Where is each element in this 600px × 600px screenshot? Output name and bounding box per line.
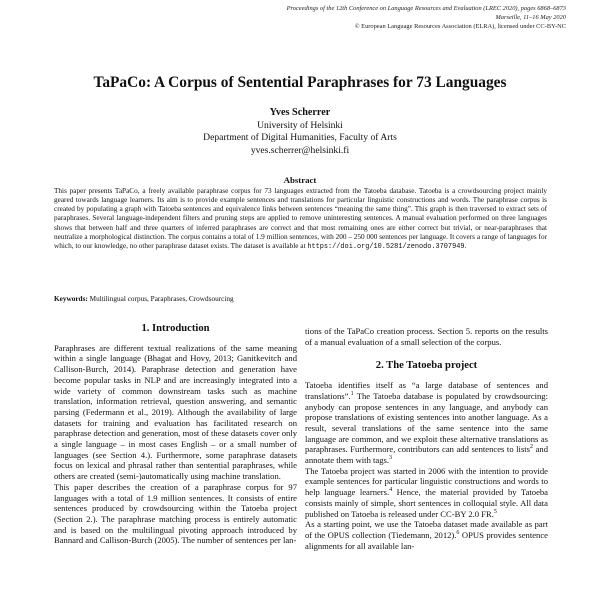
tatoeba-paragraph-1 xyxy=(305,380,548,466)
intro-paragraph-2: This paper describes the creation of a paraphrase corpus for 97 languages with a total of 1.9 million sentences. It consists of entire sentences produced by crowdsourcing within the Tatoeba project (Section 2.). The paraphrase matching process is entirely automatic and is based on the multilingual pivoting approach introduced by Bannard and Callison-Burch (2005). The number of sentences per lan- xyxy=(54,481,297,546)
footnote-mark-4[interactable]: 4 xyxy=(389,487,393,494)
keywords xyxy=(54,295,547,303)
tatoeba-paragraph-3 xyxy=(305,519,548,551)
author-block xyxy=(0,107,600,157)
tatoeba-p3-text-a: As a starting point, we use the Tatoeba dataset made available as part of the OPUS collection (Tiedemann, 2012). xyxy=(305,519,548,540)
tatoeba-paragraph-2 xyxy=(305,466,548,520)
tatoeba-p2-text-b: Hence, the material provided by Tatoeba consists mainly of simple, short sentences in colloquial style. All data published on Tatoeba is released under CC-BY 2.0 FR. xyxy=(305,487,548,519)
section-heading-tatoeba: 2. The Tatoeba project xyxy=(375,360,478,372)
tatoeba-p2-text-a: The Tatoeba project was started in 2006 with the intention to provide example sentences for particular linguistic constructions and words to help language learners. xyxy=(305,465,548,498)
footnote-mark-1[interactable]: 1 xyxy=(350,390,354,397)
author-affiliation-university: University of Helsinki xyxy=(257,119,343,131)
footnote-mark-5[interactable]: 5 xyxy=(493,508,497,515)
proceedings-line: Proceedings of the 12th Conference on Language Resources and Evaluation (LREC 2020), pages 6868–6873 xyxy=(286,5,566,12)
license-line: © European Language Resources Association (ELRA), licensed under CC-BY-NC xyxy=(354,23,566,31)
venue-line: Marseille, 11–16 May 2020 xyxy=(495,14,566,22)
intro-paragraph-1: Paraphrases are different textual realizations of the same meaning within a single language (Bhagat and Hovy, 2013; Ganitkevitch and Callison-Burch, 2014). Paraphrase detection and generation have become popular tasks in NLP and are increasingly integrated into a wide variety of common downstream tasks such as machine translation, information retrieval, question answering, and semantic parsing (Federmann et al., 2019). Although the availability of large datasets for training and evaluation has facilitated research on paraphrase detection and generation, most of these datasets cover only a single language – in most cases English – or a small number of languages (see Section 4.). Furthermore, some paraphrase datasets focus on lexical and phrasal rather than sentential paraphrases, while others are created (semi-)automatically using machine translation. xyxy=(54,342,297,482)
tatoeba-p1-text-c: and annotate them with tags. xyxy=(305,444,548,466)
author-email: yves.scherrer@helsinki.fi xyxy=(250,144,350,156)
footnote-mark-3[interactable]: 3 xyxy=(389,455,393,462)
tatoeba-p3-text-b: OPUS provides sentence alignments for all available lan- xyxy=(305,529,548,551)
paper-title: TaPaCo: A Corpus of Sentential Paraphrases for 73 Languages xyxy=(93,74,507,91)
author-affiliation-department: Department of Digital Humanities, Faculty of Arts xyxy=(203,132,397,143)
keywords-label: Keywords: xyxy=(54,295,88,303)
left-column xyxy=(54,322,297,546)
abstract-heading: Abstract xyxy=(283,175,317,185)
footnote-mark-2[interactable]: 2 xyxy=(530,444,534,451)
intro-continuation: tions of the TaPaCo creation process. Section 5. reports on the results of a manual evaluation of a small selection of the corpus. xyxy=(305,326,548,347)
keywords-text: Multilingual corpus, Paraphrases, Crowdsourcing xyxy=(89,295,234,303)
author-name: Yves Scherrer xyxy=(269,107,331,118)
dataset-link[interactable]: https://doi.org/10.5281/zenodo.3707949 xyxy=(307,242,465,251)
proceedings-notice xyxy=(276,4,566,32)
section-heading-introduction: 1. Introduction xyxy=(141,323,210,334)
tatoeba-p1-text-b: The Tatoeba database is populated by crowdsourcing: anybody can propose sentences in any language, and anybody can propose translations of existing sentences into another language. As a result, several translations of the same sentence into the same language are common, and we exploit these alternative translations as paraphrases. Furthermore, contributors can add sentences to lists xyxy=(305,390,548,455)
abstract-text: This paper presents TaPaCo, a freely available paraphrase corpus for 73 languages extracted from the Tatoeba database. Tatoeba is a crowdsourcing project mainly geared towards language learners. Its aim is to provide example sentences and translations for particular linguistic constructions and words. The paraphrase corpus is created by populating a graph with Tatoeba sentences and equivalence links between sentences “meaning the same thing”. This graph is then traversed to extract sets of paraphrases. Several language-independent filters and pruning steps are applied to remove uninteresting sentences. A manual evaluation performed on three languages shows that between half and three quarters of inferred paraphrases are correct and that most remaining ones are either correct but trivial, or near-paraphrases that neutralize a morphological distinction. The corpus contains a total of 1.9 million sentences, with 200 – 250 000 sentences per language. It covers a range of languages for which, to our knowledge, no other paraphrase dataset exists. The dataset is available at xyxy=(54,187,547,250)
tatoeba-p1-text-a: Tatoeba identifies itself as “a large database of sentences and translations”. xyxy=(305,380,548,401)
footnote-mark-6[interactable]: 6 xyxy=(456,530,460,537)
abstract-end: . xyxy=(464,241,467,250)
right-column xyxy=(305,326,548,551)
abstract-body xyxy=(54,187,547,252)
